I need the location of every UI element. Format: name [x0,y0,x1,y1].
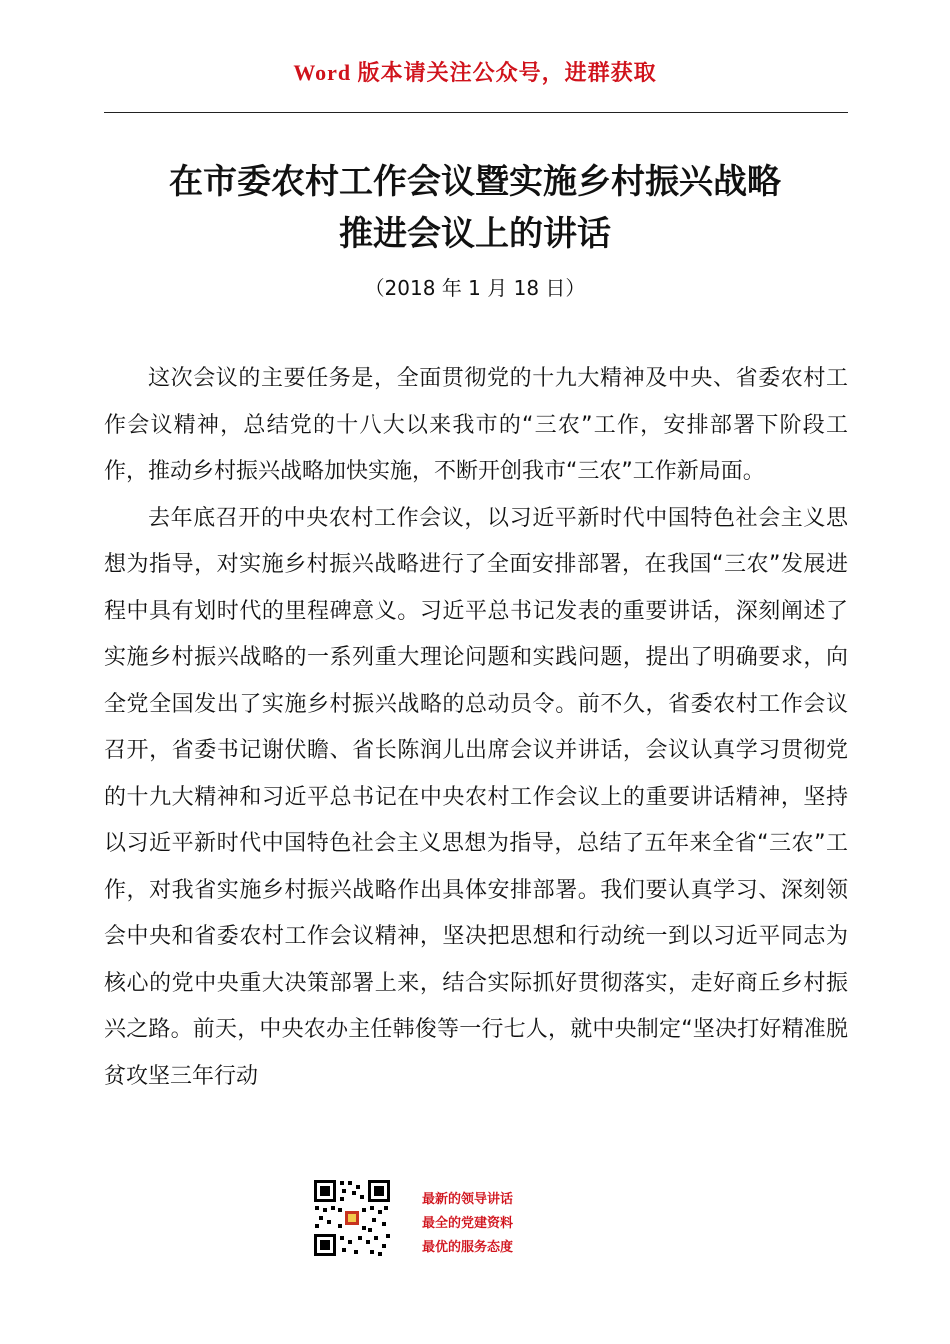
document-body [104,356,848,1100]
document-date: （2018 年 1 月 18 日） [364,276,586,300]
footer-slogans [422,1188,513,1260]
body-paragraph: 这次会议的主要任务是，全面贯彻党的十九大精神及中央、省委农村工作会议精神，总结党的十八大以来我市的“三农”工作，安排部署下阶段工作，推动乡村振兴战略加快实施，不断开创我市“三农”工作新局面。 [104,366,848,484]
document-title-line-2: 推进会议上的讲话 [339,214,611,254]
header-divider [104,112,848,113]
slogan-party-materials: 最全的党建资料 [422,1216,514,1231]
qr-code-icon [312,1178,392,1258]
body-paragraph: 去年底召开的中央农村工作会议，以习近平新时代中国特色社会主义思想为指导，对实施乡村振兴战略进行了全面安排部署，在我国“三农”发展进程中具有划时代的里程碑意义。习近平总书记发表的重要讲话，深刻阐述了实施乡村振兴战略的一系列重大理论问题和实践问题，提出了明确要求，向全党全国发出了实施乡村振兴战略的总动员令。前不久，省委农村工作会议召开，省委书记谢伏瞻、省长陈润儿出席会议并讲话，会议认真学习贯彻党的十九大精神和习近平总书记在中央农村工作会议上的重要讲话精神，坚持以习近平新时代中国特色社会主义思想为指导，总结了五年来全省“三农”工作，对我省实施乡村振兴战略作出具体安排部署。我们要认真学习、深刻领会中央和省委农村工作会议精神，坚决把思想和行动统一到以习近平同志为核心的党中央重大决策部署上来，结合实际抓好贯彻落实，走好商丘乡村振兴之路。前天，中央农办主任韩俊等一行七人，就中央制定“坚决打好精准脱贫攻坚三年行动 [104,505,848,1089]
slogan-service-attitude: 最优的服务态度 [422,1240,514,1255]
document-title-line-1: 在市委农村工作会议暨实施乡村振兴战略 [169,162,781,202]
slogan-latest-speeches: 最新的领导讲话 [422,1192,514,1207]
header-banner: Word 版本请关注公众号，进群获取 [293,60,657,85]
